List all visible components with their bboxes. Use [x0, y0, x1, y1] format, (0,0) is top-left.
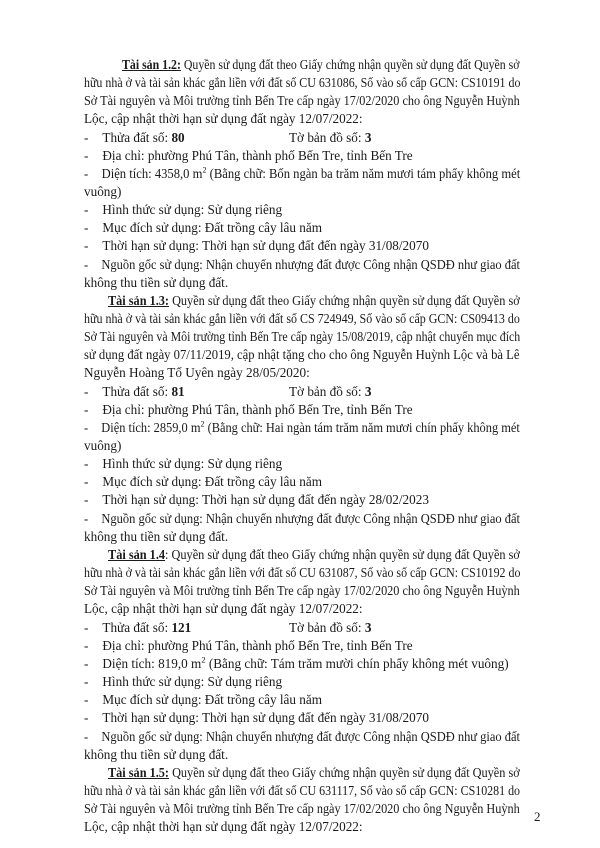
- section-1-2-area-cont: vuông): [84, 184, 122, 199]
- section-1-2-origin: - Nguồn gốc sử dụng: Nhận chuyển nhượng đất được Công nhận QSDĐ như giao đất: [84, 257, 521, 272]
- section-1-2-use-purpose: - Mục đích sử dụng: Đất trồng cây lâu năm: [84, 220, 322, 235]
- section-1-4-address: - Địa chỉ: phường Phú Tân, thành phố Bến Tre, tỉnh Bến Tre: [84, 638, 413, 653]
- section-1-2-intro-line-4: Lộc, cập nhật thời hạn sử dụng đất ngày 12/07/2022:: [84, 111, 363, 126]
- section-1-4-origin: - Nguồn gốc sử dụng: Nhận chuyển nhượng đất được Công nhận QSDĐ như giao đất: [84, 729, 521, 744]
- section-1-5-title: Tài sản 1.5:: [108, 765, 170, 780]
- section-1-4-intro-line-2: hữu nhà ở và tài sản khác gắn liền với đất số CU 631087, Số vào sổ cấp GCN: CS10192 do: [84, 565, 521, 580]
- section-1-3-address: - Địa chỉ: phường Phú Tân, thành phố Bến Tre, tỉnh Bến Tre: [84, 402, 413, 417]
- section-1-2-intro-line-3: Sở Tài nguyên và Môi trường tỉnh Bến Tre cấp ngày 17/02/2020 cho ông Nguyễn Huỳnh: [84, 93, 520, 108]
- section-1-4-parcel-number: 121: [171, 620, 192, 635]
- section-1-5-intro-line-1: Tài sản 1.5: Quyền sử dụng đất theo Giấy chứng nhận quyền sử dụng đất Quyền sở: [108, 765, 520, 780]
- section-1-2-parcel-row: - Thửa đất số: 80: [84, 130, 185, 145]
- section-1-3-area: - Diện tích: 2859,0 $m^2$ (Bằng chữ: Hai ngàn tám trăm năm mươi chín phẩy không mét: [84, 418, 520, 435]
- section-1-3-use-purpose: - Mục đích sử dụng: Đất trồng cây lâu năm: [84, 474, 322, 489]
- section-1-2-map-sheet: Tờ bản đồ số: 3: [289, 130, 372, 145]
- section-1-3-intro-line-1: Tài sản 1.3: Quyền sử dụng đất theo Giấy chứng nhận quyền sử dụng đất Quyền sở: [108, 293, 520, 308]
- section-1-4-parcel-row: - Thửa đất số: 121: [84, 620, 192, 635]
- section-1-4-use-form: - Hình thức sử dụng: Sử dụng riêng: [84, 674, 283, 689]
- section-1-3-use-form: - Hình thức sử dụng: Sử dụng riêng: [84, 456, 283, 471]
- section-1-2-parcel-number: 80: [171, 130, 185, 145]
- section-1-4-intro-line-1: Tài sản 1.4: Quyền sử dụng đất theo Giấy chứng nhận quyền sử dụng đất Quyền sở: [108, 547, 520, 562]
- section-1-5-intro-line-4: Lộc, cập nhật thời hạn sử dụng đất ngày 12/07/2022:: [84, 819, 363, 834]
- section-1-2-intro-line-2: hữu nhà ở và tài sản khác gắn liền với đất số CU 631086, Số vào sổ cấp GCN: CS10191 do: [84, 75, 521, 90]
- section-1-3-parcel-number: 81: [171, 384, 185, 399]
- section-1-2-area: - Diện tích: 4358,0 $m^2$ (Bằng chữ: Bốn ngàn ba trăm năm mươi tám phẩy không mét: [84, 164, 521, 181]
- section-1-5-intro-line-3: Sở Tài nguyên và Môi trường tỉnh Bến Tre cấp ngày 17/02/2020 cho ông Nguyễn Huỳnh: [84, 801, 520, 816]
- section-1-3-title: Tài sản 1.3:: [108, 293, 170, 308]
- section-1-3-origin-cont: không thu tiền sử dụng đất.: [84, 529, 229, 544]
- section-1-4-title: Tài sản 1.4: [108, 547, 166, 562]
- section-1-2-address: - Địa chỉ: phường Phú Tân, thành phố Bến Tre, tỉnh Bến Tre: [84, 148, 413, 163]
- section-1-2-intro-line-1: Tài sản 1.2: Quyền sử dụng đất theo Giấy chứng nhận quyền sử dụng đất Quyền sở: [122, 57, 520, 72]
- section-1-3-parcel-row: - Thửa đất số: 81: [84, 384, 185, 399]
- section-1-4-area: - Diện tích: 819,0 $m^2$ (Bằng chữ: Tám trăm mười chín phẩy không mét vuông): [84, 654, 509, 671]
- section-1-3-intro-line-5: Nguyễn Hoàng Tố Uyên ngày 28/05/2020:: [84, 365, 310, 380]
- section-1-3-area-cont: vuông): [84, 438, 122, 453]
- section-1-4-intro-line-4: Lộc, cập nhật thời hạn sử dụng đất ngày 12/07/2022:: [84, 601, 363, 616]
- section-1-4-origin-cont: không thu tiền sử dụng đất.: [84, 747, 229, 762]
- section-1-4-intro-line-3: Sở Tài nguyên và Môi trường tỉnh Bến Tre cấp ngày 17/02/2020 cho ông Nguyễn Huỳnh: [84, 583, 520, 598]
- section-1-3-intro-line-3: Sở Tài nguyên và Môi trường tỉnh Bến Tre cấp ngày 15/08/2019, cập nhật chuyển mục đích: [84, 329, 521, 344]
- section-1-3-use-term: - Thời hạn sử dụng: Thời hạn sử dụng đất đến ngày 28/02/2023: [84, 492, 429, 507]
- section-1-4-use-purpose: - Mục đích sử dụng: Đất trồng cây lâu năm: [84, 692, 322, 707]
- section-1-2-use-form: - Hình thức sử dụng: Sử dụng riêng: [84, 202, 283, 217]
- section-1-2-origin-cont: không thu tiền sử dụng đất.: [84, 275, 229, 290]
- page-number: 2: [534, 809, 541, 824]
- section-1-4-use-term: - Thời hạn sử dụng: Thời hạn sử dụng đất đến ngày 31/08/2070: [84, 710, 429, 725]
- section-1-4-map-sheet: Tờ bản đồ số: 3: [289, 620, 372, 635]
- section-1-2-use-term: - Thời hạn sử dụng: Thời hạn sử dụng đất đến ngày 31/08/2070: [84, 238, 429, 253]
- section-1-2-title: Tài sản 1.2:: [122, 57, 181, 72]
- section-1-3-origin: - Nguồn gốc sử dụng: Nhận chuyển nhượng đất được Công nhận QSDĐ như giao đất: [84, 511, 521, 526]
- section-1-3-intro-line-4: sử dụng đất ngày 07/11/2019, cập nhật tặng cho cho ông Nguyễn Huỳnh Lộc và bà Lê: [84, 347, 520, 362]
- section-1-3-intro-line-2: hữu nhà ở và tài sản khác gắn liền với đất số CS 724949, Số vào sổ cấp GCN: CS09413 do: [84, 311, 520, 326]
- section-1-5-intro-line-2: hữu nhà ở và tài sản khác gắn liền với đất số CU 631117, Số vào sổ cấp GCN: CS10281 do: [84, 783, 521, 798]
- section-1-3-map-sheet: Tờ bản đồ số: 3: [289, 384, 372, 399]
